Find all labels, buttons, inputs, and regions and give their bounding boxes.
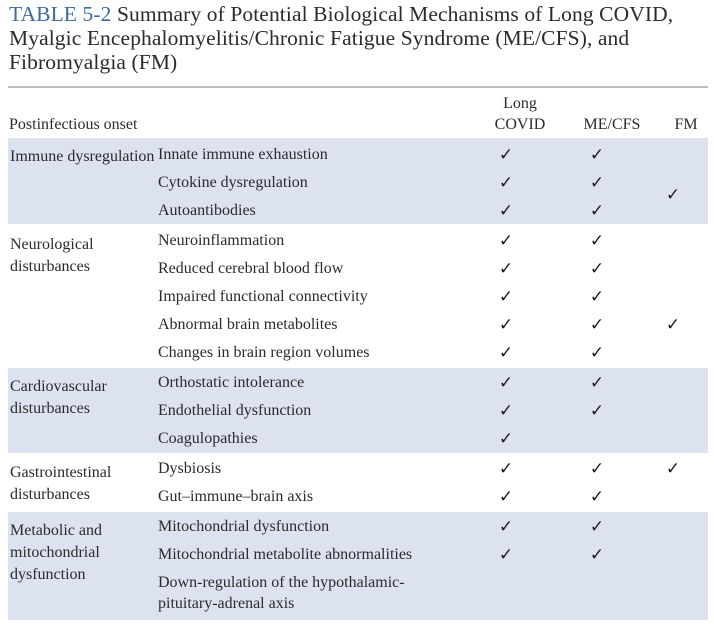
check-icon-fm: ✓ [665, 185, 681, 204]
group-name: Metabolic and mitochondrial dysfunction [10, 522, 102, 583]
mechanism-label: Mitochondrial metabolite abnormalities [158, 546, 413, 563]
check-icon-mecfs: ✓ [589, 315, 605, 334]
check-icon-fm: ✓ [665, 459, 681, 478]
group-name: Immune dysregulation [10, 148, 155, 165]
check-icon-mecfs: ✓ [589, 373, 605, 392]
mechanism-label: Abnormal brain metabolites [158, 316, 338, 333]
header-fm: FM [674, 116, 698, 133]
group-row [8, 138, 708, 224]
check-icon-mecfs: ✓ [589, 259, 605, 278]
mechanism-label: Gut–immune–brain axis [158, 488, 314, 505]
mechanism-label: Orthostatic intolerance [158, 374, 305, 391]
check-icon-long-covid: ✓ [498, 315, 514, 334]
mechanism-label: Endothelial dysfunction [158, 402, 312, 419]
check-icon-mecfs: ✓ [589, 545, 605, 564]
check-icon-long-covid: ✓ [498, 201, 514, 220]
mechanism-label: Impaired functional connectivity [158, 288, 368, 305]
mechanism-label: Innate immune exhaustion [158, 146, 328, 163]
header-rule [8, 86, 708, 88]
check-icon-mecfs: ✓ [589, 231, 605, 250]
check-icon-long-covid: ✓ [498, 287, 514, 306]
check-icon-long-covid: ✓ [498, 173, 514, 192]
mechanism-label: Cytokine dysregulation [158, 174, 308, 191]
check-icon-long-covid: ✓ [498, 231, 514, 250]
mechanism-label: Autoantibodies [158, 202, 256, 219]
table-caption: Summary of Potential Biological Mechanisms of Long COVID, Myalgic Encephalomyelitis/Chronic Fatigue Syndrome (ME/CFS), and Fibromyalgia (FM) [9, 2, 674, 74]
header-long-covid-line2: COVID [494, 116, 546, 133]
mechanism-label: Mitochondrial dysfunction [158, 518, 330, 535]
group-name: Neurological disturbances [10, 236, 94, 275]
check-icon-mecfs: ✓ [589, 487, 605, 506]
mechanism-label: Reduced cerebral blood flow [158, 260, 344, 277]
check-icon-long-covid: ✓ [498, 401, 514, 420]
check-icon-mecfs: ✓ [589, 401, 605, 420]
check-icon-long-covid: ✓ [498, 145, 514, 164]
check-icon-mecfs: ✓ [589, 287, 605, 306]
group-row [8, 368, 708, 453]
mechanism-label: Changes in brain region volumes [158, 344, 370, 361]
header-mecfs: ME/CFS [583, 116, 641, 133]
mechanism-label: Neuroinflammation [158, 232, 285, 249]
group-row [8, 512, 708, 620]
table-title [9, 2, 709, 74]
check-icon-mecfs: ✓ [589, 201, 605, 220]
check-icon-long-covid: ✓ [498, 429, 514, 448]
check-icon-long-covid: ✓ [498, 517, 514, 536]
mechanism-label: Dysbiosis [158, 460, 222, 477]
check-icon-long-covid: ✓ [498, 487, 514, 506]
group-name: Gastrointestinal disturbances [10, 464, 112, 503]
check-icon-mecfs: ✓ [589, 343, 605, 362]
check-icon-long-covid: ✓ [498, 545, 514, 564]
check-icon-mecfs: ✓ [589, 145, 605, 164]
table-label: TABLE 5-2 [9, 2, 112, 26]
group-name: Cardiovascular disturbances [10, 378, 107, 417]
check-icon-long-covid: ✓ [498, 373, 514, 392]
check-icon-mecfs: ✓ [589, 517, 605, 536]
check-icon-long-covid: ✓ [498, 343, 514, 362]
header-onset: Postinfectious onset [9, 116, 138, 133]
check-icon-long-covid: ✓ [498, 459, 514, 478]
check-icon-fm: ✓ [665, 315, 681, 334]
check-icon-mecfs: ✓ [589, 459, 605, 478]
group-row [8, 226, 708, 368]
header-long-covid [488, 93, 552, 135]
header-long-covid-line1: Long [503, 95, 537, 112]
mechanism-label: Coagulopathies [158, 430, 258, 447]
check-icon-mecfs: ✓ [589, 173, 605, 192]
group-row [8, 454, 708, 511]
mechanism-label: Down-regulation of the hypothalamic-pituitary-adrenal axis [158, 574, 405, 612]
check-icon-long-covid: ✓ [498, 259, 514, 278]
